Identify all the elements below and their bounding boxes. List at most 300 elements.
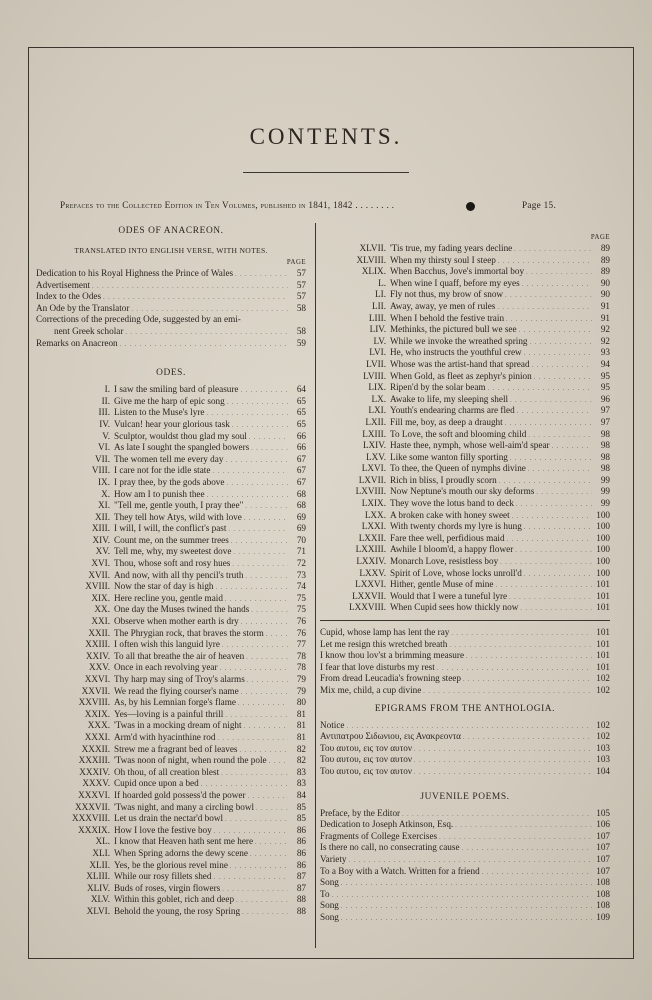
entry-page: 107	[596, 830, 610, 841]
ode-number: LIII.	[368, 312, 386, 323]
ode-number: LXII.	[365, 416, 386, 427]
list-item	[36, 662, 306, 674]
ode-number: XLII.	[89, 859, 110, 870]
ode-number: XL.	[95, 836, 110, 847]
entry-title: When Cupid sees how thickly now	[390, 602, 519, 613]
entry-page: 101	[596, 590, 610, 601]
section-rule	[320, 620, 610, 621]
entry-page: 109	[596, 911, 610, 922]
page-title: CONTENTS.	[249, 124, 403, 149]
entry-page: 95	[600, 370, 610, 381]
ode-number: LXVII.	[358, 474, 386, 485]
list-item	[36, 767, 306, 779]
entry-page: 103	[596, 754, 610, 765]
entry-page: 85	[296, 813, 306, 824]
entry-page: 99	[600, 498, 610, 509]
list-item	[36, 419, 306, 431]
entry-title: Give me the harp of epic song	[114, 395, 225, 406]
entry-page: 92	[600, 335, 610, 346]
entry-page: 81	[296, 731, 306, 742]
entry-title: Hither, gentle Muse of mine	[390, 579, 494, 590]
entry-title: Fill me, boy, as deep a draught	[390, 416, 503, 427]
entry-page: 108	[596, 888, 610, 899]
entry-page: 81	[296, 708, 306, 719]
entry-page: 89	[600, 254, 610, 265]
entry-title: Song	[320, 911, 339, 922]
entry-title: Του αυτου, εις τον αυτον	[320, 742, 413, 753]
entry-title: Advertisement	[36, 279, 91, 290]
ode-number: IV.	[99, 418, 110, 429]
ode-number: V.	[102, 430, 110, 441]
entry-page: 84	[296, 789, 306, 800]
entry-title: Fare thee well, perfidious maid	[390, 532, 505, 543]
list-item	[320, 405, 610, 417]
entry-title: Index to the Odes	[36, 291, 102, 302]
prefaces-entry	[60, 200, 570, 210]
ode-number: LXIV.	[362, 440, 386, 451]
entry-page: 99	[600, 474, 610, 485]
entry-page: 80	[296, 697, 306, 708]
entry-title: When Bacchus, Jove's immortal boy	[390, 266, 525, 277]
entry-page: 89	[600, 243, 610, 253]
list-item	[320, 347, 610, 359]
ode-number: XLIII.	[86, 871, 110, 882]
title-rule	[243, 172, 409, 173]
prefaces-text: Prefaces to the Collected Edition in Ten Volumes, published in 1841, 1842	[60, 200, 353, 210]
entry-title: Yes, be the glorious revel mine	[114, 859, 228, 870]
entry-title: Methinks, the pictured bull we see	[390, 324, 517, 335]
entry-page: 86	[296, 824, 306, 835]
entry-title: To thee, the Queen of nymphs divine	[390, 463, 526, 474]
page-column-label: PAGE	[590, 234, 610, 241]
list-item	[36, 778, 306, 790]
entry-title: Behold the young, the rosy Spring	[114, 905, 241, 916]
list-item	[320, 685, 610, 697]
list-item	[320, 889, 610, 901]
entry-page: 98	[600, 428, 610, 439]
ode-number: VIII.	[91, 465, 110, 476]
list-item	[36, 558, 306, 570]
entry-title: Within this goblet, rich and deep	[114, 894, 235, 905]
ode-number: XXX.	[87, 720, 110, 731]
ode-number: LX.	[371, 393, 386, 404]
list-item	[320, 831, 610, 843]
entry-page: 90	[600, 289, 610, 300]
entry-title: Arm'd with hyacinthine rod	[114, 731, 216, 742]
ode-number: LVI.	[369, 347, 386, 358]
entry-page: 66	[296, 430, 306, 441]
entry-page: 73	[296, 569, 306, 580]
list-item	[320, 866, 610, 878]
leader-dots	[414, 766, 592, 780]
entry-page: 92	[600, 324, 610, 335]
entry-page: 88	[296, 905, 306, 916]
list-item	[36, 883, 306, 895]
list-item	[36, 674, 306, 686]
entry-page: 76	[296, 616, 306, 627]
entry-page: 87	[296, 882, 306, 893]
entry-title: Like some wanton filly sporting	[390, 451, 508, 462]
entry-title: "Tell me, gentle youth, I pray thee"	[114, 500, 244, 511]
list-item	[320, 842, 610, 854]
entry-title: The women tell me every day	[114, 453, 224, 464]
entry-title: Is there no call, no consecrating cause	[320, 842, 460, 853]
list-item	[36, 407, 306, 419]
list-item	[36, 396, 306, 408]
entry-page: 101	[596, 661, 610, 672]
list-item	[36, 894, 306, 906]
entry-title: While we invoke the wreathed spring	[390, 335, 528, 346]
entry-page: 74	[296, 581, 306, 592]
list-item	[36, 720, 306, 732]
entry-title: If hoarded gold possess'd the power	[114, 789, 246, 800]
list-item	[320, 662, 610, 674]
list-item	[36, 489, 306, 501]
list-item	[36, 291, 306, 303]
list-item	[320, 266, 610, 278]
entry-title: Tell me, why, my sweetest dove	[114, 546, 232, 557]
prefaces-dots: . . . . . . . .	[355, 200, 395, 210]
ode-number: LXXIII.	[355, 544, 386, 555]
ode-number: XXIV.	[85, 650, 110, 661]
ode-number: LXIII.	[362, 428, 386, 439]
list-item	[36, 593, 306, 605]
list-item	[36, 790, 306, 802]
list-item	[320, 394, 610, 406]
entry-title: As, by his Lemnian forge's flame	[114, 697, 236, 708]
entry-title: Let us drain the nectar'd bowl	[114, 813, 224, 824]
entry-title: Dedication to Joseph Atkinson, Esq.	[320, 819, 454, 830]
ode-number: LVIII.	[363, 370, 386, 381]
column-divider	[315, 223, 316, 948]
list-item	[36, 303, 306, 315]
list-item	[320, 731, 610, 743]
list-item	[36, 848, 306, 860]
list-item	[320, 556, 610, 568]
list-item	[320, 301, 610, 313]
entry-title: How I love the festive boy	[114, 824, 212, 835]
entry-title: Oh thou, of all creation blest	[114, 766, 220, 777]
entry-page: 86	[296, 847, 306, 858]
list-item	[36, 523, 306, 535]
list-item	[320, 255, 610, 267]
entry-page: 83	[296, 778, 306, 789]
ode-number: XXXV.	[82, 778, 110, 789]
entry-page: 101	[596, 650, 610, 661]
entry-title: We read the flying courser's name	[114, 685, 239, 696]
ode-number: LXVI.	[361, 463, 386, 474]
list-item	[36, 744, 306, 756]
list-item	[320, 336, 610, 348]
entry-page: 86	[296, 859, 306, 870]
ode-number: XXVII.	[81, 685, 110, 696]
entry-page: 100	[596, 532, 610, 543]
entry-page: 96	[600, 393, 610, 404]
entry-title: When my thirsty soul I steep	[390, 254, 496, 265]
list-item	[320, 359, 610, 371]
ode-number: VII.	[94, 453, 110, 464]
entry-page: 68	[296, 488, 306, 499]
ode-number: XXII.	[88, 627, 110, 638]
list-item	[36, 616, 306, 628]
entry-page: 100	[596, 567, 610, 578]
list-item	[320, 808, 610, 820]
list-item	[320, 452, 610, 464]
entry-page: 108	[596, 900, 610, 911]
ode-number: LXIX.	[361, 498, 386, 509]
entry-page: 100	[596, 556, 610, 567]
ode-number: XIX.	[91, 592, 110, 603]
ode-number: I.	[104, 384, 110, 395]
entry-page: 89	[600, 266, 610, 277]
list-item	[36, 686, 306, 698]
entry-page: 102	[596, 673, 610, 684]
list-item	[320, 289, 610, 301]
entry-page: 69	[296, 511, 306, 522]
ode-number: LXX.	[364, 509, 386, 520]
ode-number: LII.	[371, 300, 386, 311]
entry-title: Monarch Love, resistless boy	[390, 556, 499, 567]
entry-title: When I behold the festive train	[390, 312, 505, 323]
entry-title: How am I to punish thee	[114, 488, 205, 499]
entry-title: The Phrygian rock, that braves the storm	[114, 627, 264, 638]
entry-title: Cupid, whose lamp has lent the ray	[320, 627, 450, 637]
list-item	[36, 825, 306, 837]
list-item	[36, 604, 306, 616]
list-item	[320, 579, 610, 591]
entry-title: Now the star of day is high	[114, 581, 214, 592]
entry-title: Vulcan! hear your glorious task	[114, 418, 230, 429]
list-item	[320, 278, 610, 290]
ode-number: LXXVII.	[352, 590, 386, 601]
entry-title: Variety	[320, 853, 347, 864]
list-item	[36, 651, 306, 663]
entry-page: 100	[596, 544, 610, 555]
entry-page: 78	[296, 662, 306, 673]
list-item	[320, 900, 610, 912]
entry-title: Fly not thus, my brow of snow	[390, 289, 504, 300]
entry-page: 65	[296, 407, 306, 418]
entry-title: To a Boy with a Watch. Written for a friend	[320, 865, 480, 876]
ode-number: LI.	[375, 289, 386, 300]
entry-title: And now, with all thy pencil's truth	[114, 569, 244, 580]
list-item	[36, 384, 306, 396]
ode-number: LXVIII.	[355, 486, 386, 497]
entry-title: Youth's endearing charms are fled	[390, 405, 515, 416]
entry-page: 95	[600, 382, 610, 393]
entry-title: Song	[320, 900, 339, 911]
ink-blot	[466, 202, 475, 211]
list-item	[320, 720, 610, 732]
list-item	[36, 860, 306, 872]
list-item	[320, 533, 610, 545]
ode-number: XXXVII.	[75, 801, 110, 812]
entry-title: Ripen'd by the solar beam	[390, 382, 486, 393]
leader-dots	[520, 602, 592, 616]
front-matter-list	[36, 268, 306, 314]
prefaces-page: Page 15.	[522, 200, 557, 210]
list-item	[36, 709, 306, 721]
leader-dots	[341, 912, 592, 926]
entry-page: 97	[600, 405, 610, 416]
ode-number: XLVII.	[359, 243, 386, 253]
ode-number: XLIX.	[361, 266, 386, 277]
list-item	[320, 754, 610, 766]
list-item	[320, 602, 610, 614]
entry-title: Awake to life, my sleeping shell	[390, 393, 509, 404]
list-item	[320, 486, 610, 498]
ode-number: XXVIII.	[78, 697, 110, 708]
entry-page: 101	[596, 579, 610, 590]
entry-page: 102	[596, 719, 610, 730]
ode-number: L.	[378, 277, 386, 288]
ode-number: XVIII.	[85, 581, 110, 592]
list-item	[320, 568, 610, 580]
entry-title: When Spring adorns the dewy scene	[114, 847, 248, 858]
entry-title: They tell how Atys, wild with love	[114, 511, 242, 522]
entry-page: 85	[296, 801, 306, 812]
entry-page: 68	[296, 500, 306, 511]
entry-title: With twenty chords my lyre is hung	[390, 521, 522, 532]
entry-title: Observe when mother earth is dry	[114, 616, 239, 627]
epigrams-heading: EPIGRAMS FROM THE ANTHOLOGIA.	[374, 703, 556, 714]
entry-page: 93	[600, 347, 610, 358]
list-item	[36, 639, 306, 651]
ode-number: XLVIII.	[356, 254, 386, 265]
entry-page: 75	[296, 592, 306, 603]
entry-title: While our rosy fillets shed	[114, 871, 212, 882]
list-item	[36, 813, 306, 825]
list-item	[36, 512, 306, 524]
entry-title: Thou, whose soft and rosy hues	[114, 558, 231, 569]
ode-number: LXXV.	[359, 567, 386, 578]
list-item	[320, 766, 610, 778]
ode-number: XXI.	[91, 616, 110, 627]
entry-page: 102	[596, 731, 610, 742]
entry-title: To	[320, 888, 330, 899]
list-item	[320, 440, 610, 452]
list-item	[320, 912, 610, 924]
ode-number: XV.	[95, 546, 110, 557]
juvenile-list	[320, 808, 610, 924]
list-item	[36, 546, 306, 558]
epigrams-list	[320, 720, 610, 778]
list-item	[320, 521, 610, 533]
list-item	[320, 743, 610, 755]
list-item	[36, 755, 306, 767]
entry-page: 83	[296, 766, 306, 777]
ode-number: XXXI.	[84, 731, 110, 742]
entry-page: 58	[296, 325, 306, 336]
entry-page: 79	[296, 674, 306, 684]
entry-page: 57	[296, 291, 306, 302]
entry-title: One day the Muses twined the hands	[114, 604, 250, 615]
entry-title: Αντιπατρου Σιδωνιου, εις Ανακρεοντα	[320, 731, 461, 742]
ode-number: XLI.	[92, 847, 110, 858]
entry-title: From dread Leucadia's frowning steep	[320, 673, 461, 684]
entry-page: 91	[600, 312, 610, 323]
list-item	[36, 570, 306, 582]
entry-title: A broken cake with honey sweet	[390, 509, 510, 520]
list-item	[36, 431, 306, 443]
left-column	[36, 226, 306, 917]
list-item	[320, 417, 610, 429]
entry-title: Dedication to his Royal Highness the Prince of Wales	[36, 268, 234, 278]
list-item	[36, 500, 306, 512]
list-item	[36, 871, 306, 883]
right-column	[320, 234, 610, 923]
entry-title: Away, away, ye men of rules	[390, 300, 496, 311]
ode-number: XXXIII.	[78, 755, 110, 766]
list-item	[320, 877, 610, 889]
ode-number: XXXIV.	[79, 766, 110, 777]
list-item	[36, 338, 306, 350]
entry-title: Remarks on Anacreon	[36, 337, 118, 348]
entry-title: An Ode by the Translator	[36, 302, 130, 313]
ode-number: XLVI.	[86, 905, 110, 916]
entry-page: 107	[596, 865, 610, 876]
ode-number: XLV.	[90, 894, 110, 905]
entry-page: 103	[596, 742, 610, 753]
ode-number: XXV.	[88, 662, 110, 673]
ode-number: VI.	[98, 442, 110, 453]
entry-page: 86	[296, 836, 306, 847]
ode-number: LIX.	[368, 382, 386, 393]
ode-number: X.	[101, 488, 110, 499]
entry-title: Fragments of College Exercises	[320, 830, 438, 841]
entry-page: 105	[596, 807, 610, 818]
list-item	[36, 697, 306, 709]
entry-title: Mix me, child, a cup divine	[320, 684, 422, 695]
ode-number: XXIII.	[85, 639, 110, 650]
entry-page: 88	[296, 894, 306, 905]
list-item	[36, 477, 306, 489]
list-item	[36, 280, 306, 292]
ode-number: LIV.	[369, 324, 386, 335]
list-item	[320, 463, 610, 475]
ode-number: LXXII.	[358, 532, 386, 543]
entry-page: 101	[596, 627, 610, 637]
entry-page: 58	[296, 302, 306, 313]
entry-page: 77	[296, 639, 306, 650]
entry-title: Notice	[320, 719, 345, 730]
entry-title: I pray thee, by the gods above	[114, 476, 225, 487]
entry-page: 100	[596, 521, 610, 532]
entry-page: 71	[296, 546, 306, 557]
entry-page: 98	[600, 463, 610, 474]
list-item	[320, 313, 610, 325]
entry-title: 'Twas night, and many a circling bowl	[114, 801, 255, 812]
entry-page: 76	[296, 627, 306, 638]
list-item	[320, 544, 610, 556]
entry-title: I know that Heaven hath sent me here	[114, 836, 254, 847]
entry-title: Would that I were a tuneful lyre	[390, 590, 508, 601]
entry-page: 65	[296, 418, 306, 429]
list-item	[36, 628, 306, 640]
entry-page: 82	[296, 743, 306, 754]
entry-page: 104	[596, 765, 610, 776]
entry-page: 101	[596, 602, 610, 613]
entry-page: 72	[296, 558, 306, 569]
entry-page: 67	[296, 476, 306, 487]
entry-page: 98	[600, 440, 610, 451]
entry-page: 97	[600, 416, 610, 427]
entry-title: Του αυτου, εις τον αυτον	[320, 754, 413, 765]
list-item	[36, 442, 306, 454]
entry-title: I fear that love disturbs my rest	[320, 661, 435, 672]
list-item	[320, 673, 610, 685]
list-item	[320, 475, 610, 487]
